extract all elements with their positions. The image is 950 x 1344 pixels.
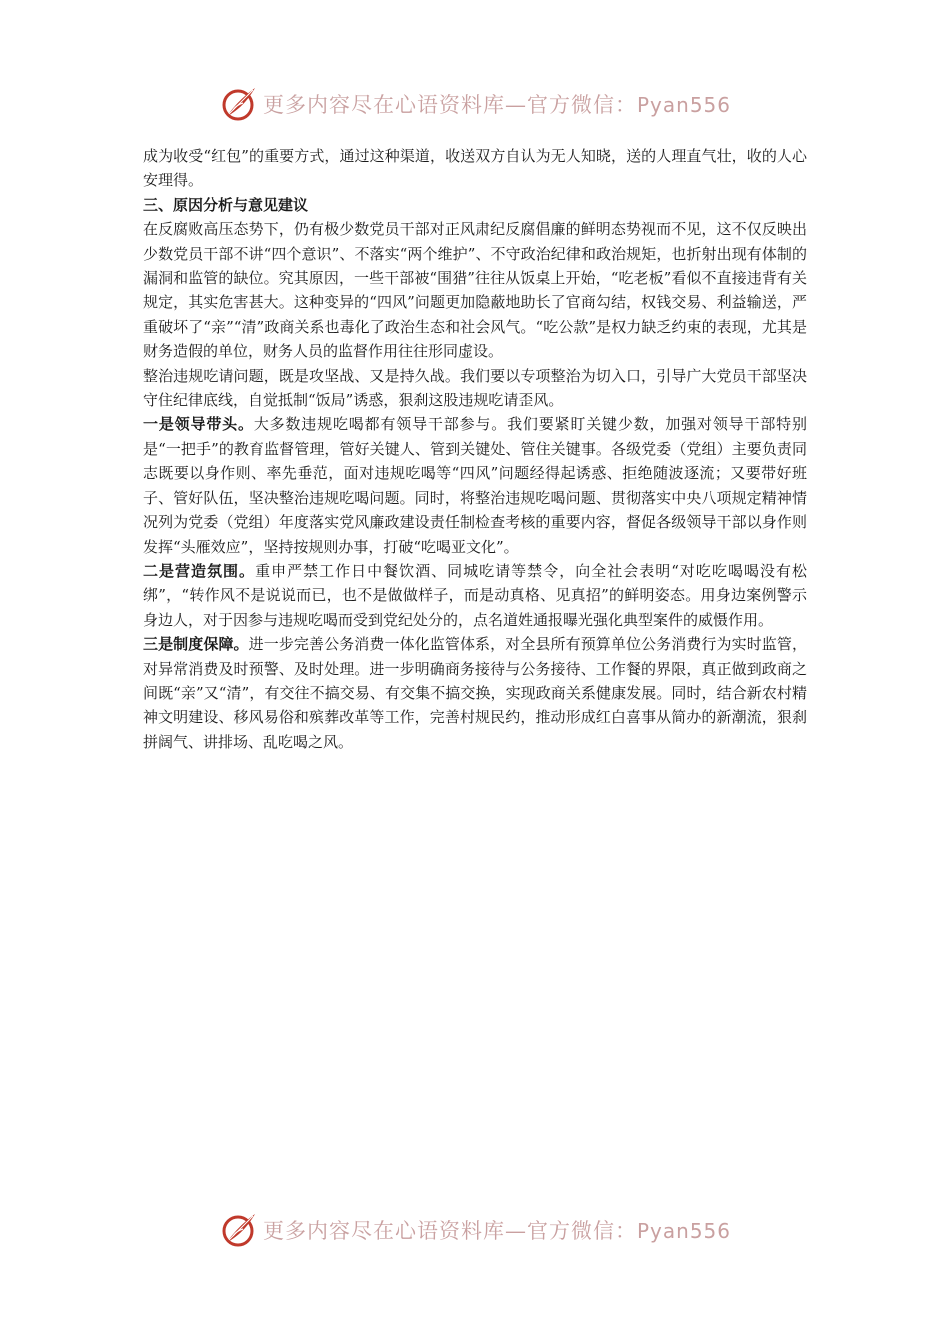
point-3-lead: 三是制度保障。 bbox=[143, 635, 249, 654]
point-2-lead: 二是营造氛围。 bbox=[143, 561, 256, 580]
document-body bbox=[143, 144, 807, 754]
header-banner bbox=[0, 82, 950, 126]
banner-text-cn: 更多内容尽在心语资料库—官方微信： bbox=[262, 1219, 637, 1243]
banner-wechat-id: Pyan556 bbox=[636, 93, 731, 117]
point-1-text: 大多数违规吃喝都有领导干部参与。我们要紧盯关键少数，加强对领导干部特别是“一把手”的教育监督管理，管好关键人、管到关键处、管住关键事。各级党委（党组）主要负责同志既要以身作则、率先垂范，面对违规吃喝等“四风”问题经得起诱惑、拒绝随波逐流；又要带好班子、管好队伍，坚决整治违规吃喝问题。同时，将整治违规吃喝问题、贯彻落实中央八项规定精神情况列为党委（党组）年度落实党风廉政建设责任制检查考核的重要内容，督促各级领导干部以身作则发挥“头雁效应”，坚持按规则办事，打破“吃喝亚文化”。 bbox=[143, 415, 807, 556]
banner-wechat-id: Pyan556 bbox=[636, 1219, 731, 1243]
banner-text-cn: 更多内容尽在心语资料库—官方微信： bbox=[262, 93, 637, 117]
quill-logo-icon bbox=[219, 1210, 259, 1250]
point-3-text: 进一步完善公务消费一体化监管体系，对全县所有预算单位公务消费行为实时监管，对异常消费及时预警、及时处理。进一步明确商务接待与公务接待、工作餐的界限，真正做到政商之间既“亲”又“清”，有交往不搞交易、有交集不搞交换，实现政商关系健康发展。同时，结合新农村精神文明建设、移风易俗和殡葬改革等工作，完善村规民约，推动形成红白喜事从简办的新潮流，狠刹拼阔气、讲排场、乱吃喝之风。 bbox=[143, 635, 807, 751]
paragraph-analysis: 在反腐败高压态势下，仍有极少数党员干部对正风肃纪反腐倡廉的鲜明态势视而不见，这不仅反映出少数党员干部不讲“四个意识”、不落实“两个维护”、不守政治纪律和政治规矩，也折射出现有体制的漏洞和监管的缺位。究其原因，一些干部被“围猎”往往从饭桌上开始，“吃老板”看似不直接违背有关规定，其实危害甚大。这种变异的“四风”问题更加隐蔽地助长了官商勾结，权钱交易、利益输送，严重破坏了“亲”“清”政商关系也毒化了政治生态和社会风气。“吃公款”是权力缺乏约束的表现，尤其是财务造假的单位，财务人员的监督作用往往形同虚设。 bbox=[143, 220, 807, 361]
footer-banner bbox=[0, 1208, 950, 1252]
paragraph-point-1 bbox=[143, 412, 807, 558]
banner-text bbox=[263, 89, 731, 119]
section-heading: 三、原因分析与意见建议 bbox=[143, 195, 309, 214]
paragraph-rectify: 整治违规吃请问题，既是攻坚战、又是持久战。我们要以专项整治为切入口，引导广大党员干部坚决守住纪律底线，自觉抵制“饭局”诱惑，狠刹这股违规吃请歪风。 bbox=[143, 366, 807, 410]
paragraph-point-3 bbox=[143, 632, 807, 754]
banner-text bbox=[263, 1215, 731, 1245]
point-2-text: 重申严禁工作日中餐饮酒、同城吃请等禁令，向全社会表明“对吃吃喝喝没有松绑”，“转作风不是说说而已，也不是做做样子，而是动真格、见真招”的鲜明姿态。用身边案例警示身边人，对于因参与违规吃喝而受到党纪处分的，点名道姓通报曝光强化典型案件的威慑作用。 bbox=[143, 561, 807, 629]
point-1-lead: 一是领导带头。 bbox=[143, 415, 254, 434]
paragraph-intro: 成为收受“红包”的重要方式，通过这种渠道，收送双方自认为无人知晓，送的人理直气壮，收的人心安理得。 bbox=[143, 147, 807, 190]
paragraph-point-2 bbox=[143, 559, 807, 632]
quill-logo-icon bbox=[219, 84, 259, 124]
